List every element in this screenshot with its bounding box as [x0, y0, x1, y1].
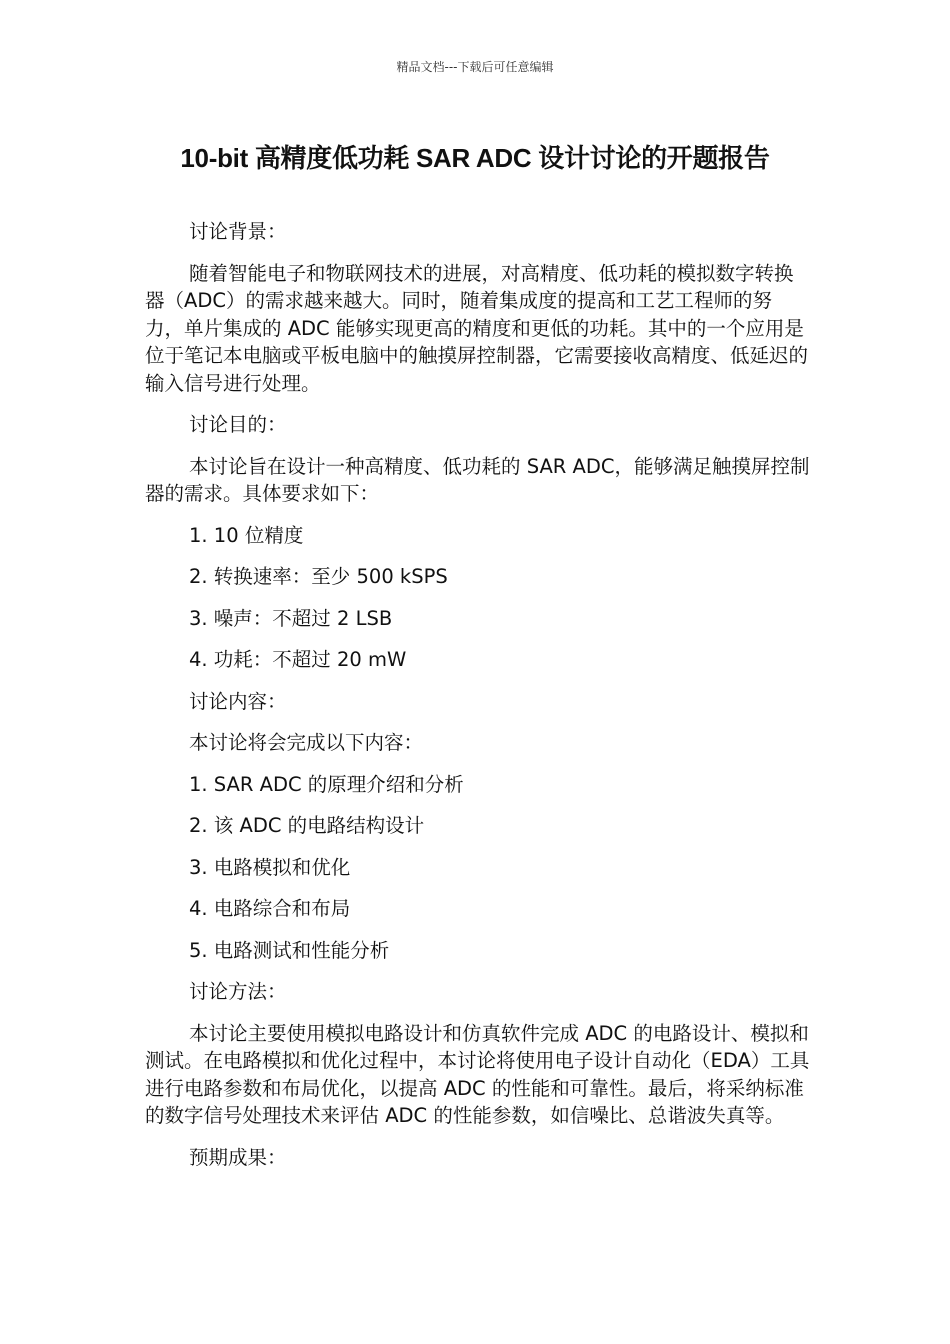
- requirement-item: 1. 10 位精度: [189, 523, 304, 547]
- background-paragraph: 随着智能电子和物联网技术的进展，对高精度、低功耗的模拟数字转换器（ADC）的需求越来越大。同时，随着集成度的提高和工艺工程师的努力，单片集成的 ADC 能够实现更高的精度和更低的功耗。其中的一个应用是位于笔记本电脑或平板电脑中的触摸屏控制器，它需要接收高精度、低延迟的输入信号进行处理。: [145, 261, 809, 395]
- section-heading-purpose: 讨论目的：: [189, 413, 287, 436]
- content-item: 1. SAR ADC 的原理介绍和分析: [189, 772, 464, 796]
- section-heading-background: 讨论背景：: [189, 220, 287, 243]
- document-title: 10-bit 高精度低功耗 SAR ADC 设计讨论的开题报告: [180, 143, 770, 173]
- content-item: 4. 电路综合和布局: [189, 897, 351, 920]
- method-paragraph: 本讨论主要使用模拟电路设计和仿真软件完成 ADC 的电路设计、模拟和测试。在电路模拟和优化过程中，本讨论将使用电子设计自动化（EDA）工具进行电路参数和布局优化，以提高 ADC 的性能和可靠性。最后，将采纳标准的数字信号处理技术来评估 ADC 的性能参数，如信噪比、总谐波失真等。: [145, 1021, 810, 1127]
- content-intro: 本讨论将会完成以下内容：: [189, 731, 424, 754]
- section-heading-results: 预期成果：: [189, 1145, 287, 1169]
- requirement-item: 3. 噪声：不超过 2 LSB: [189, 606, 393, 630]
- document-body: [145, 218, 810, 1185]
- content-item: 2. 该 ADC 的电路结构设计: [189, 814, 425, 837]
- purpose-paragraph: 本讨论旨在设计一种高精度、低功耗的 SAR ADC，能够满足触摸屏控制器的需求。具体要求如下：: [145, 454, 810, 505]
- requirement-item: 2. 转换速率：至少 500 kSPS: [189, 565, 448, 588]
- page-header: 精品文档---下载后可任意编辑: [396, 60, 554, 74]
- content-item: 5. 电路测试和性能分析: [189, 938, 390, 962]
- requirement-item: 4. 功耗：不超过 20 mW: [189, 648, 407, 671]
- section-heading-method: 讨论方法：: [189, 980, 287, 1003]
- content-item: 3. 电路模拟和优化: [189, 855, 351, 879]
- section-heading-content: 讨论内容：: [189, 689, 287, 713]
